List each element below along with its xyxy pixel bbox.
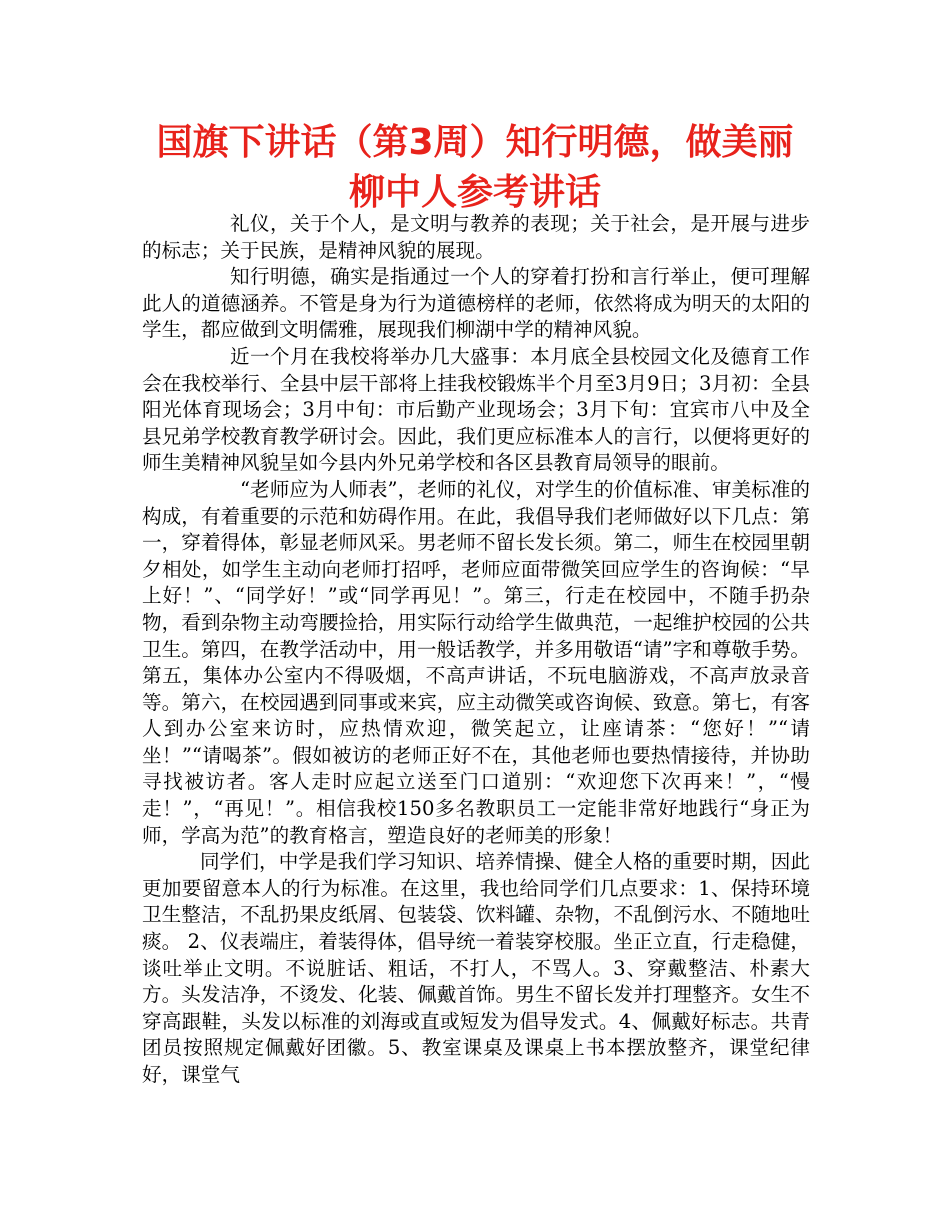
- paragraph-3: 近一个月在我校将举办几大盛事：本月底全县校园文化及德育工作会在我校举行、全县中层干部将上挂我校锻炼半个月至3月9日；3月初：全县阳光体育现场会；3月中旬：市后勤产业现场会；3月下旬：宜宾市八中及全县兄弟学校教育教学研讨会。因此，我们更应标准本人的言行，以便将更好的师生美精神风貌呈如今县内外兄弟学校和各区县教育局领导的眼前。: [142, 344, 810, 475]
- paragraph-5: 同学们，中学是我们学习知识、培养情操、健全人格的重要时期，因此更加要留意本人的行为标准。在这里，我也给同学们几点要求：1、保持环境卫生整洁，不乱扔果皮纸屑、包装袋、饮料罐、杂物，不乱倒污水、不随地吐痰。 2、仪表端庄，着装得体，倡导统一着装穿校服。坐正立直，行走稳健，谈吐举止文明。不说脏话、粗话，不打人，不骂人。3、穿戴整洁、朴素大方。头发洁净，不烫发、化装、佩戴首饰。男生不留长发并打理整齐。女生不穿高跟鞋，头发以标准的刘海或直或短发为倡导发式。4、佩戴好标志。共青团员按照规定佩戴好团徽。5、教室课桌及课桌上书本摆放整齐，课堂纪律好，课堂气: [142, 850, 810, 1086]
- paragraph-2: 知行明德，确实是指通过一个人的穿着打扮和言行举止，便可理解此人的道德涵养。不管是身为行为道德榜样的老师，依然将成为明天的太阳的学生，都应做到文明儒雅，展现我们柳湖中学的精神风貌。: [142, 265, 810, 342]
- paragraph-1: 礼仪，关于个人，是文明与教养的表现；关于社会，是开展与进步的标志；关于民族，是精神风貌的展现。: [142, 212, 810, 262]
- paragraph-4: “老师应为人师表”，老师的礼仪，对学生的价值标准、审美标准的构成，有着重要的示范和妨碍作用。在此，我倡导我们老师做好以下几点：第一，穿着得体，彰显老师风采。男老师不留长发长须。第二，师生在校园里朝夕相处，如学生主动向老师打招呼，老师应面带微笑回应学生的咨询候：“早上好！”、“同学好！”或“同学再见！”。第三，行走在校园中，不随手扔杂物，看到杂物主动弯腰捡拾，用实际行动给学生做典范，一起维护校园的公共卫生。第四，在教学活动中，用一般话教学，并多用敬语“请”字和尊敬手势。第五，集体办公室内不得吸烟，不高声讲话，不玩电脑游戏，不高声放录音等。第六，在校园遇到同事或来宾，应主动微笑或咨询候、致意。第七，有客人到办公室来访时，应热情欢迎，微笑起立，让座请茶：“您好！”“请坐！”“请喝茶”。假如被访的老师正好不在，其他老师也要热情接待，并协助寻找被访者。客人走时应起立送至门口道别：“欢迎您下次再来！”，“慢走！”，“再见！”。相信我校150多名教职员工一定能非常好地践行“身正为师，学高为范”的教育格言，塑造良好的老师美的形象！: [142, 477, 810, 847]
- document-body: [142, 211, 810, 1089]
- document-title: 国旗下讲话（第3周）知行明德，做美丽柳中人参考讲话: [156, 122, 794, 213]
